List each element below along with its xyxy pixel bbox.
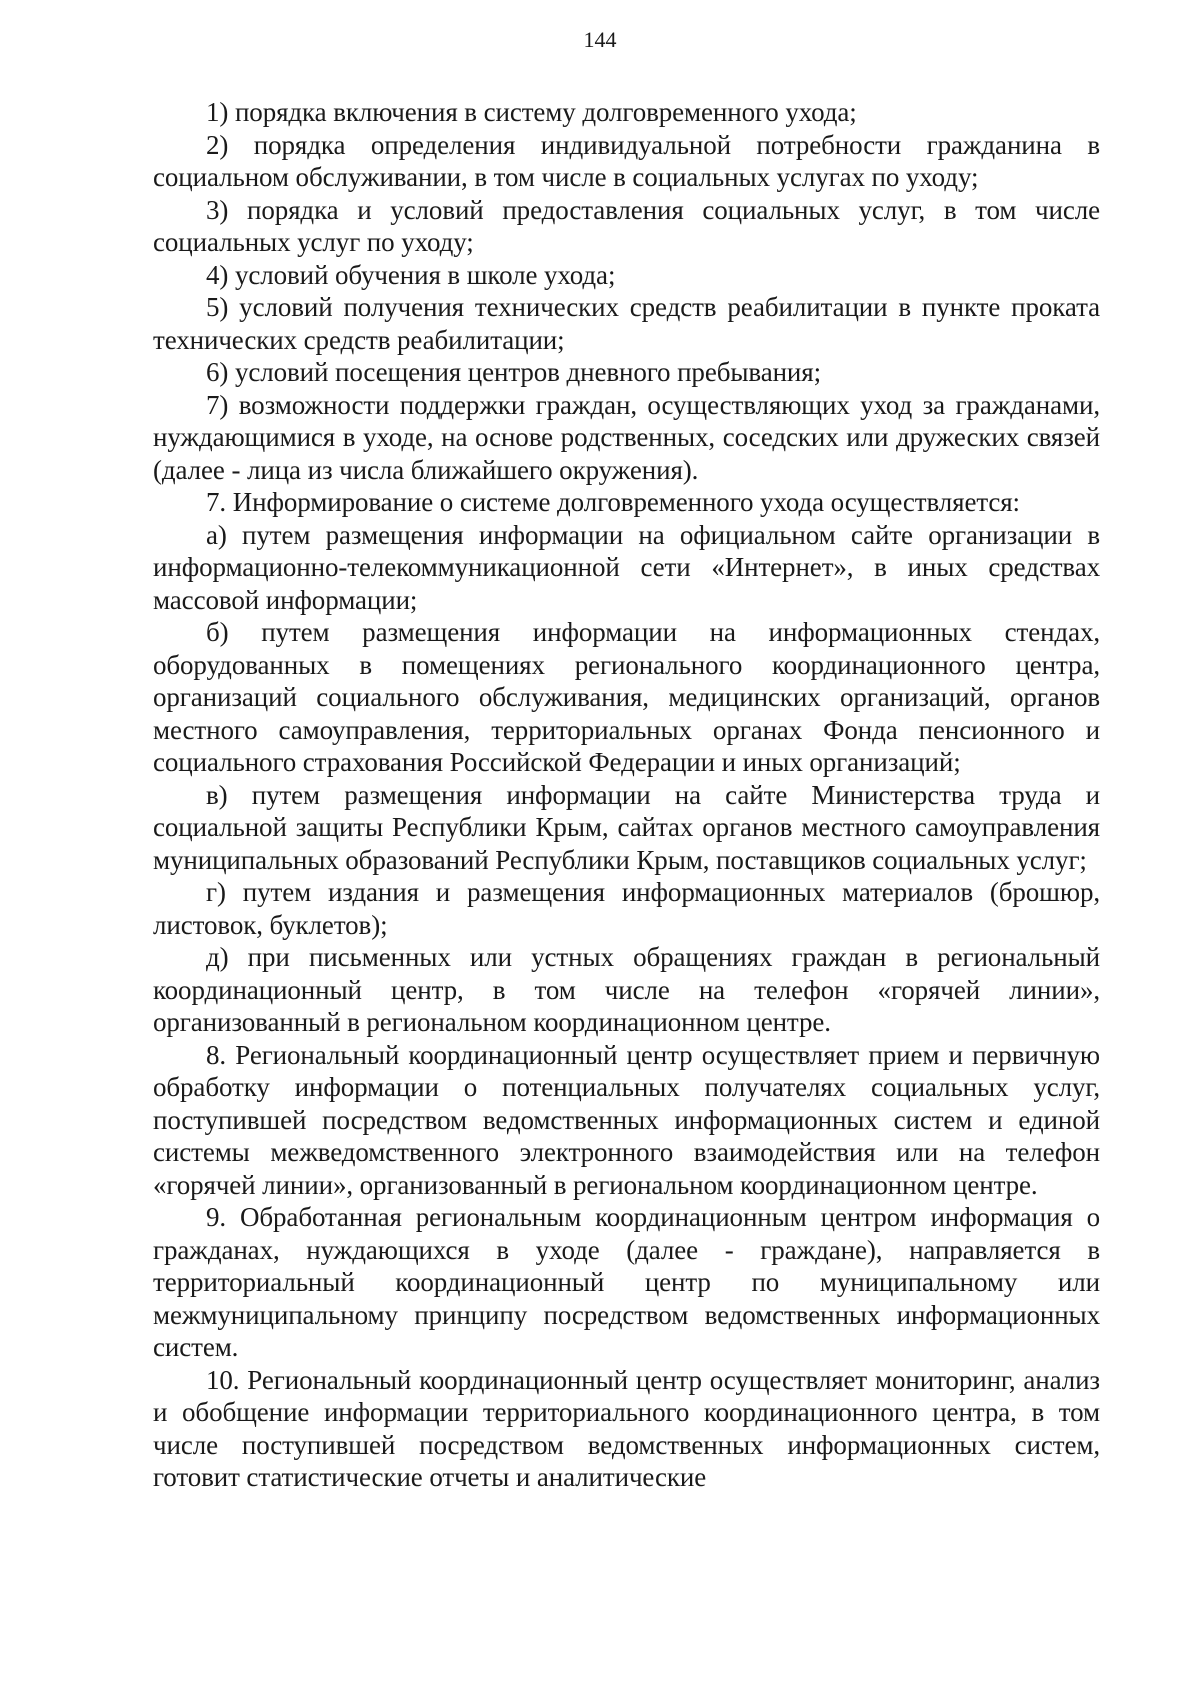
subitem-a: а) путем размещения информации на официальном сайте организации в информационно-телекоммуникационной сети «Интернет», в иных средствах массовой информации; [153, 519, 1100, 615]
subitem-b: б) путем размещения информации на информационных стендах, оборудованных в помещениях регионального координационного центра, организаций социального обслуживания, медицинских организаций, органов местного самоуправления, территориальных органах Фонда пенсионного и социального страхования Российской Федерации и иных организаций; [153, 617, 1100, 777]
subitem-v: в) путем размещения информации на сайте Министерства труда и социальной защиты Республики Крым, сайтах органов местного самоуправления муниципальных образований Республики Крым, поставщиков социальных услуг; [153, 779, 1100, 875]
list-item-6: 6) условий посещения центров дневного пребывания; [206, 357, 821, 387]
document-body [153, 96, 1100, 1494]
section-9: 9. Обработанная региональным координационным центром информация о гражданах, нуждающихся в уходе (далее - граждане), направляется в территориальный координационный центр по муниципальному или межмуниципальному принципу посредством ведомственных информационных систем. [153, 1202, 1100, 1362]
list-item-1: 1) порядка включения в систему долговременного ухода; [206, 97, 857, 127]
list-item-3: 3) порядка и условий предоставления социальных услуг, в том числе социальных услуг по уходу; [153, 194, 1100, 257]
section-8: 8. Региональный координационный центр осуществляет прием и первичную обработку информации о потенциальных получателях социальных услуг, поступившей посредством ведомственных информационных систем и единой системы межведомственного электронного взаимодействия или на телефон «горячей линии», организованный в региональном координационном центре. [153, 1039, 1100, 1200]
list-item-7: 7) возможности поддержки граждан, осуществляющих уход за гражданами, нуждающимися в уходе, на основе родственных, соседских или дружеских связей (далее - лица из числа ближайшего окружения). [153, 389, 1100, 485]
section-10: 10. Региональный координационный центр осуществляет мониторинг, анализ и обобщение информации территориального координационного центра, в том числе поступившей посредством ведомственных информационных систем, готовит статистические отчеты и аналитические [153, 1364, 1100, 1492]
subitem-d: д) при письменных или устных обращениях граждан в региональный координационный центр, в том числе на телефон «горячей линии», организованный в региональном координационном центре. [153, 942, 1100, 1037]
list-item-4: 4) условий обучения в школе ухода; [206, 259, 616, 290]
subitem-g: г) путем издания и размещения информационных материалов (брошюр, листовок, буклетов); [153, 877, 1100, 940]
list-item-2: 2) порядка определения индивидуальной потребности гражданина в социальном обслуживании, в том числе в социальных услугах по уходу; [153, 129, 1100, 192]
page-number: 144 [583, 27, 617, 52]
section-7-heading: 7. Информирование о системе долговременного ухода осуществляется: [206, 487, 1020, 517]
list-item-5: 5) условий получения технических средств реабилитации в пункте проката технических средств реабилитации; [153, 292, 1100, 355]
